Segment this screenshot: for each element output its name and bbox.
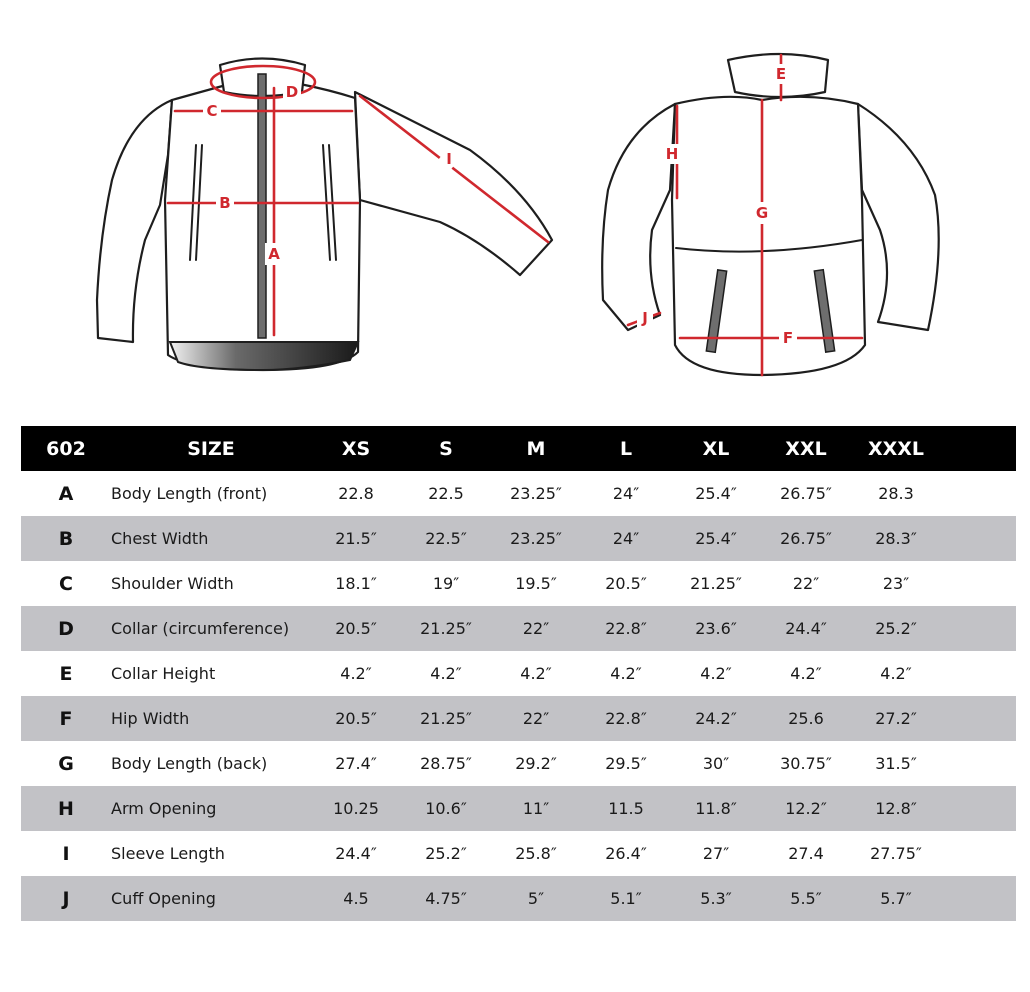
measurement-value: 22″ — [491, 696, 581, 741]
measurement-letter: B — [21, 516, 111, 561]
table-row — [21, 471, 1016, 516]
measurement-value: 24.2″ — [671, 696, 761, 741]
measurement-value: 20.5″ — [581, 561, 671, 606]
measurement-value: 4.2″ — [581, 651, 671, 696]
front-left-sleeve — [97, 100, 172, 342]
measurement-value: 10.25 — [311, 786, 401, 831]
table-row — [21, 606, 1016, 651]
measurement-value: 4.2″ — [401, 651, 491, 696]
measurement-value: 28.75″ — [401, 741, 491, 786]
measurement-letter: I — [21, 831, 111, 876]
marker-a-label: A — [268, 245, 280, 263]
marker-b-label: B — [219, 194, 231, 212]
measurement-letter: C — [21, 561, 111, 606]
table-row — [21, 831, 1016, 876]
measurement-value: 10.6″ — [401, 786, 491, 831]
measurement-name: Arm Opening — [111, 786, 311, 831]
measurement-value: 25.4″ — [671, 471, 761, 516]
measurement-value: 23″ — [851, 561, 941, 606]
back-view — [602, 54, 939, 375]
measurement-value: 24.4″ — [761, 606, 851, 651]
row-spacer — [941, 471, 1016, 516]
measurement-letter: E — [21, 651, 111, 696]
measurement-value: 4.2″ — [671, 651, 761, 696]
table-row — [21, 651, 1016, 696]
measurement-letter: F — [21, 696, 111, 741]
measurement-letter: G — [21, 741, 111, 786]
measurement-name: Body Length (back) — [111, 741, 311, 786]
measurement-value: 20.5″ — [311, 696, 401, 741]
measurement-value: 4.2″ — [851, 651, 941, 696]
measurement-letter: A — [21, 471, 111, 516]
measurement-name: Collar (circumference) — [111, 606, 311, 651]
row-spacer — [941, 516, 1016, 561]
measurement-value: 11.5 — [581, 786, 671, 831]
back-left-sleeve — [602, 104, 675, 330]
measurement-value: 22″ — [761, 561, 851, 606]
size-col-header: XXL — [761, 426, 851, 471]
row-spacer — [941, 831, 1016, 876]
measurement-value: 28.3″ — [851, 516, 941, 561]
measurement-name: Collar Height — [111, 651, 311, 696]
marker-i-label: I — [446, 150, 452, 168]
measurement-value: 25.8″ — [491, 831, 581, 876]
measurement-value: 26.4″ — [581, 831, 671, 876]
marker-f-label: F — [782, 329, 794, 347]
table-row — [21, 786, 1016, 831]
marker-e-label: E — [775, 65, 787, 83]
measurement-value: 27.75″ — [851, 831, 941, 876]
style-number-header: 602 — [21, 426, 111, 471]
measurement-value: 19″ — [401, 561, 491, 606]
row-spacer — [941, 606, 1016, 651]
measurement-value: 18.1″ — [311, 561, 401, 606]
measurement-value: 25.4″ — [671, 516, 761, 561]
measurement-value: 30″ — [671, 741, 761, 786]
row-spacer — [941, 651, 1016, 696]
front-hem-shade — [170, 342, 358, 370]
front-view — [97, 59, 552, 371]
measurement-value: 23.25″ — [491, 516, 581, 561]
measurement-value: 25.2″ — [401, 831, 491, 876]
measurement-value: 19.5″ — [491, 561, 581, 606]
measurement-value: 29.2″ — [491, 741, 581, 786]
measurement-letter: H — [21, 786, 111, 831]
marker-d-label: D — [285, 83, 299, 101]
measurement-value: 27.2″ — [851, 696, 941, 741]
measurement-letter: J — [21, 876, 111, 921]
measurement-value: 25.6 — [761, 696, 851, 741]
size-col-header: L — [581, 426, 671, 471]
measurement-name: Sleeve Length — [111, 831, 311, 876]
measurement-name: Body Length (front) — [111, 471, 311, 516]
back-body — [672, 97, 865, 375]
measurement-value: 11″ — [491, 786, 581, 831]
size-col-header: XS — [311, 426, 401, 471]
measurement-value: 20.5″ — [311, 606, 401, 651]
measurement-value: 22.8 — [311, 471, 401, 516]
measurement-value: 5″ — [491, 876, 581, 921]
size-col-header: M — [491, 426, 581, 471]
measurement-value: 23.6″ — [671, 606, 761, 651]
marker-h-label: H — [665, 145, 679, 163]
measurement-letter: D — [21, 606, 111, 651]
measurement-value: 4.5 — [311, 876, 401, 921]
measurement-value: 24″ — [581, 471, 671, 516]
measurement-value: 5.3″ — [671, 876, 761, 921]
row-spacer — [941, 741, 1016, 786]
size-chart-table — [21, 426, 1016, 921]
measurement-value: 26.75″ — [761, 516, 851, 561]
measurement-value: 5.7″ — [851, 876, 941, 921]
measurement-value: 22.5″ — [401, 516, 491, 561]
row-spacer — [941, 876, 1016, 921]
measurement-value: 24.4″ — [311, 831, 401, 876]
measurement-name: Shoulder Width — [111, 561, 311, 606]
marker-j-label: J — [642, 309, 648, 327]
measurement-value: 21.25″ — [401, 696, 491, 741]
measurement-value: 22″ — [491, 606, 581, 651]
marker-c-label: C — [206, 102, 218, 120]
measurement-value: 22.8″ — [581, 606, 671, 651]
measurement-value: 26.75″ — [761, 471, 851, 516]
measurement-name: Hip Width — [111, 696, 311, 741]
table-row — [21, 741, 1016, 786]
measurement-value: 4.2″ — [761, 651, 851, 696]
measurement-value: 31.5″ — [851, 741, 941, 786]
measurement-value: 29.5″ — [581, 741, 671, 786]
jacket-diagram — [0, 0, 1030, 400]
measurement-name: Cuff Opening — [111, 876, 311, 921]
measurement-value: 22.5 — [401, 471, 491, 516]
measurement-value: 23.25″ — [491, 471, 581, 516]
measurement-name: Chest Width — [111, 516, 311, 561]
measurement-value: 4.2″ — [311, 651, 401, 696]
measurement-value: 11.8″ — [671, 786, 761, 831]
measurement-value: 4.75″ — [401, 876, 491, 921]
size-col-header: S — [401, 426, 491, 471]
measurement-value: 30.75″ — [761, 741, 851, 786]
measurement-value: 21.25″ — [671, 561, 761, 606]
table-row — [21, 696, 1016, 741]
measurement-value: 12.2″ — [761, 786, 851, 831]
size-header: SIZE — [111, 426, 311, 471]
table-header-row — [21, 426, 1016, 471]
measurement-value: 27.4 — [761, 831, 851, 876]
size-col-header: XXXL — [851, 426, 941, 471]
size-col-header: XL — [671, 426, 761, 471]
measurement-value: 28.3 — [851, 471, 941, 516]
front-zipper — [258, 74, 266, 338]
table-row — [21, 876, 1016, 921]
measurement-value: 27″ — [671, 831, 761, 876]
marker-g-label: G — [755, 204, 769, 222]
measurement-value: 5.1″ — [581, 876, 671, 921]
front-right-sleeve — [355, 92, 552, 275]
measurement-value: 5.5″ — [761, 876, 851, 921]
measurement-value: 24″ — [581, 516, 671, 561]
row-spacer — [941, 786, 1016, 831]
measurement-value: 4.2″ — [491, 651, 581, 696]
table-row — [21, 561, 1016, 606]
header-spacer — [941, 426, 1016, 471]
measurement-value: 25.2″ — [851, 606, 941, 651]
row-spacer — [941, 696, 1016, 741]
measurement-value: 27.4″ — [311, 741, 401, 786]
measurement-value: 21.5″ — [311, 516, 401, 561]
measurement-value: 22.8″ — [581, 696, 671, 741]
measurement-value: 21.25″ — [401, 606, 491, 651]
back-right-sleeve — [858, 104, 939, 330]
measurement-value: 12.8″ — [851, 786, 941, 831]
table-row — [21, 516, 1016, 561]
row-spacer — [941, 561, 1016, 606]
